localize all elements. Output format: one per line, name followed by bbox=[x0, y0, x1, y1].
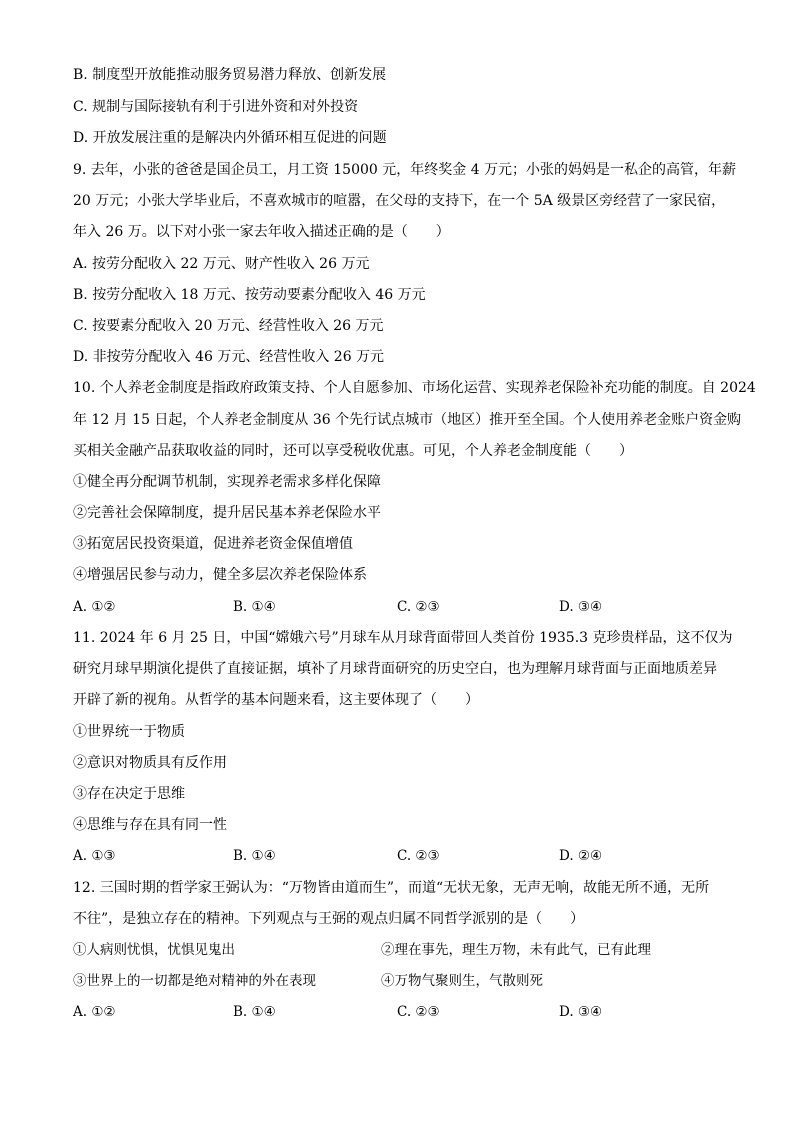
q9-option-b: B. 按劳分配收入 18 万元、按劳动要素分配收入 46 万元 bbox=[73, 287, 426, 303]
q10-item-3: ③拓宽居民投资渠道，促进养老资金保值增值 bbox=[73, 536, 353, 552]
q9-option-a: A. 按劳分配收入 22 万元、财产性收入 26 万元 bbox=[73, 256, 370, 272]
q10-stem-line-1: 10. 个人养老金制度是指政府政策支持、个人自愿参加、市场化运营、实现养老保险补充功能的制度。自 2024 bbox=[73, 380, 756, 396]
q11-option-b: B. ①④ bbox=[233, 848, 276, 864]
q10-item-4: ④增强居民参与动力，健全多层次养老保险体系 bbox=[73, 567, 367, 583]
q11-option-c: C. ②③ bbox=[397, 848, 440, 864]
q11-option-a: A. ①③ bbox=[73, 848, 116, 864]
q10-option-d: D. ③④ bbox=[559, 599, 603, 615]
q12-option-b: B. ①④ bbox=[233, 1004, 276, 1020]
q10-item-1: ①健全再分配调节机制，实现养老需求多样化保障 bbox=[73, 474, 381, 490]
q11-stem-line-2: 研究月球早期演化提供了直接证据，填补了月球背面研究的历史空白，也为理解月球背面与正面地质差异 bbox=[73, 661, 717, 677]
q10-option-a: A. ①② bbox=[73, 599, 116, 615]
q12-item-3: ③世界上的一切都是绝对精神的外在表现 bbox=[73, 973, 316, 989]
q12-option-d: D. ③④ bbox=[559, 1004, 603, 1020]
q11-item-4: ④思维与存在具有同一性 bbox=[73, 817, 227, 833]
q12-item-2: ②理在事先，理生万物，未有此气，已有此理 bbox=[381, 942, 651, 958]
q11-option-d: D. ②④ bbox=[559, 848, 603, 864]
q10-option-b: B. ①④ bbox=[233, 599, 276, 615]
q12-item-1: ①人病则忧惧，忧惧见鬼出 bbox=[73, 942, 235, 958]
q11-stem-line-3: 开辟了新的视角。从哲学的基本问题来看，这主要体现了（ ） bbox=[73, 692, 479, 708]
q12-option-c: C. ②③ bbox=[397, 1004, 440, 1020]
q10-stem-line-2: 年 12 月 15 日起，个人养老金制度从 36 个先行试点城市（地区）推开至全国。个人使用养老金账户资金购 bbox=[73, 412, 742, 428]
q12-stem-line-2: 不往”，是独立存在的精神。下列观点与王弼的观点归属不同哲学派别的是（ ） bbox=[73, 911, 585, 927]
q11-item-3: ③存在决定于思维 bbox=[73, 786, 185, 802]
q10-option-c: C. ②③ bbox=[397, 599, 440, 615]
q9-option-d: D. 非按劳分配收入 46 万元、经营性收入 26 万元 bbox=[73, 349, 385, 365]
q8-option-c: C. 规制与国际接轨有利于引进外资和对外投资 bbox=[73, 99, 359, 115]
q8-option-d: D. 开放发展注重的是解决内外循环相互促进的问题 bbox=[73, 130, 387, 146]
q9-stem-line-3: 年入 26 万。以下对小张一家去年收入描述正确的是（ ） bbox=[73, 224, 450, 240]
q12-item-4: ④万物气聚则生，气散则死 bbox=[381, 973, 543, 989]
q9-option-c: C. 按要素分配收入 20 万元、经营性收入 26 万元 bbox=[73, 318, 384, 334]
q12-stem-line-1: 12. 三国时期的哲学家王弼认为：“万物皆由道而生”，而道“无状无象，无声无响，故能无所不通，无所 bbox=[73, 880, 710, 896]
q10-stem-line-3: 买相关金融产品获取收益的同时，还可以享受税收优惠。可见，个人养老金制度能（ ） bbox=[73, 443, 633, 459]
q9-stem-line-1: 9. 去年，小张的爸爸是国企员工，月工资 15000 元，年终奖金 4 万元；小张的妈妈是一私企的高管，年薪 bbox=[73, 162, 737, 178]
q12-option-a: A. ①② bbox=[73, 1004, 116, 1020]
q11-item-2: ②意识对物质具有反作用 bbox=[73, 755, 227, 771]
q9-stem-line-2: 20 万元；小张大学毕业后，不喜欢城市的喧嚣，在父母的支持下，在一个 5A 级景区旁经营了一家民宿， bbox=[73, 193, 726, 209]
q10-item-2: ②完善社会保障制度，提升居民基本养老保险水平 bbox=[73, 505, 381, 521]
q8-option-b: B. 制度型开放能推动服务贸易潜力释放、创新发展 bbox=[73, 67, 387, 83]
q11-item-1: ①世界统一于物质 bbox=[73, 724, 185, 740]
q11-stem-line-1: 11. 2024 年 6 月 25 日，中国“嫦娥六号”月球车从月球背面带回人类首份 1935.3 克珍贵样品，这不仅为 bbox=[73, 630, 733, 646]
